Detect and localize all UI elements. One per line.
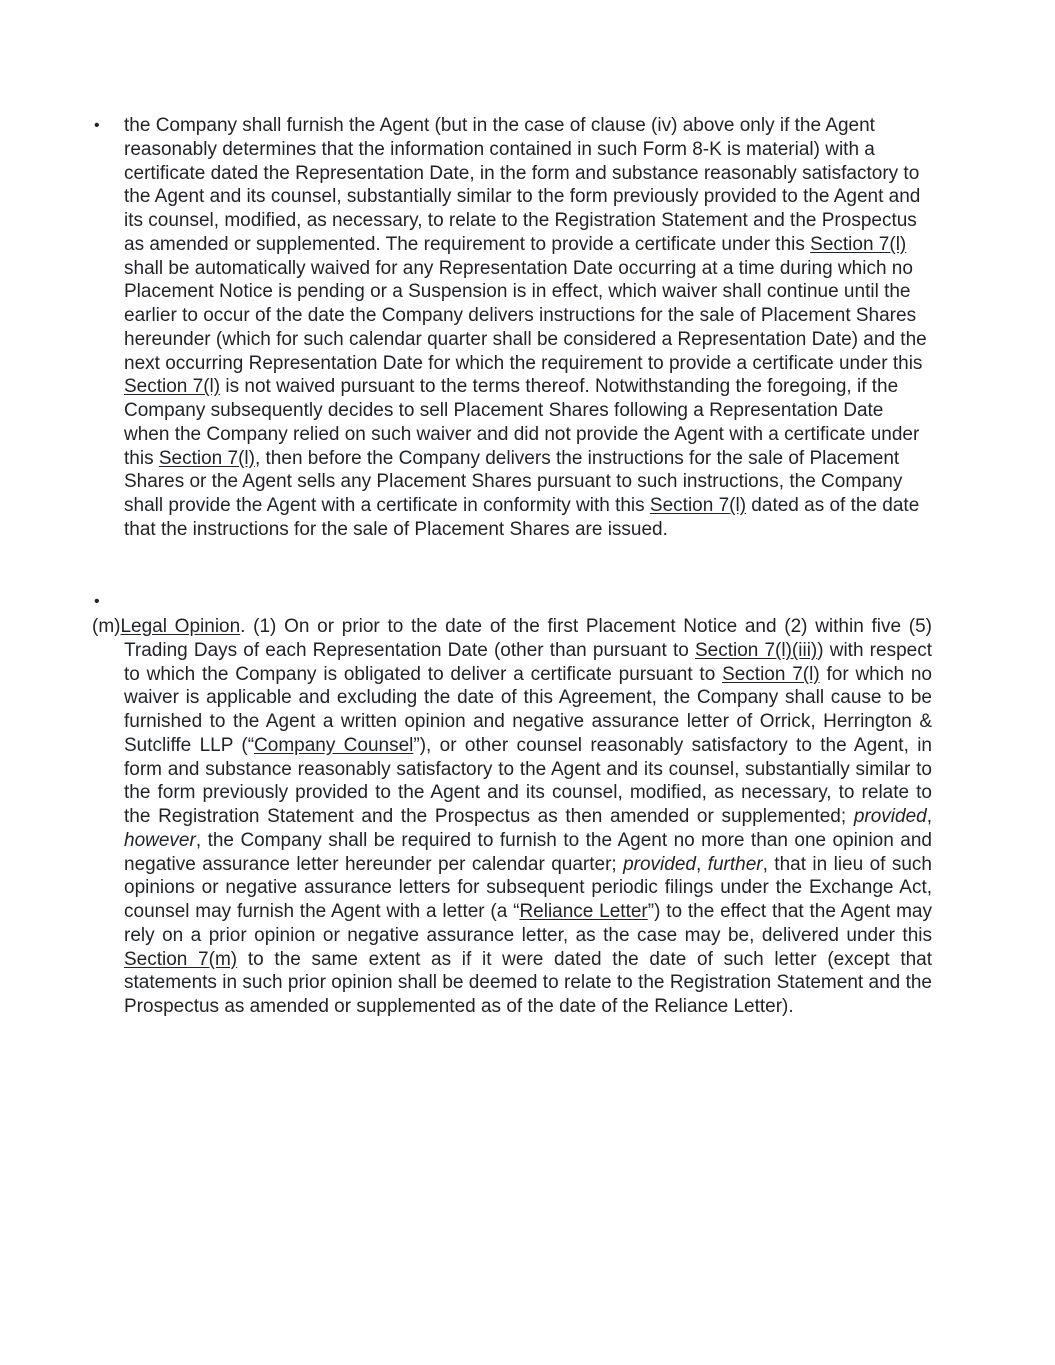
section-heading: Legal Opinion (120, 616, 241, 637)
text-run: , that in lieu of such opinions or negative assurance letters for subsequent periodic filings under the Exchange Act, counsel may furnish the Agent with a letter (a “ (124, 853, 932, 922)
section-label: (m) (92, 616, 121, 637)
text-run: shall be automatically waived for any Representation Date occurring at a time during which no Placement Notice is pending or a Suspension is in effect, which waiver shall continue until the earlier to occur of the date the Company delivers instructions for the sale of Placement Shares hereunder (which for such calendar quarter shall be considered a Representation Date) and the next occurring Representation Date for which the requirement to provide a certificate under this (124, 257, 927, 374)
text-run: ”) to the effect that the Agent may rely on a prior opinion or negative assurance letter, as the case may be, delivered under this (124, 901, 933, 946)
section-reference: Section 7(l) (810, 233, 907, 255)
text-run: ”), or other counsel reasonably satisfactory to the Agent, in form and substance reasonably satisfactory to the Agent and its counsel, substantially similar to the form previously provided to the Agent and its counsel, modified, as necessary, to relate to the Registration Statement and the Prospectus as then amended or supplemented; (124, 734, 932, 827)
text-run: , then before the Company delivers the instructions for the sale of Placement Shares or the Agent sells any Placement Shares pursuant to such instructions, the Company shall provide the Agent with a certificate in conformity with this (124, 447, 903, 516)
section-reference: Section 7(l) (158, 447, 255, 469)
text-run: , the Company shall be required to furnish to the Agent no more than one opinion and negative assurance letter hereunder per calendar quarter; (124, 829, 932, 875)
section-reference: Section 7(l) (124, 376, 221, 398)
text-run: dated as of the date that the instructions for the sale of Placement Shares are issued. (124, 495, 920, 540)
text-run: ) with respect to which the Company is obligated to deliver a certificate pursuant to (124, 639, 932, 685)
legal-opinion-paragraph (92, 615, 932, 1019)
section-reference: Section 7(l) (722, 663, 820, 685)
italic-term: further (707, 853, 763, 875)
text-run: , (926, 806, 932, 827)
italic-term: provided (623, 853, 696, 875)
section-reference: Section 7(m) (124, 948, 238, 970)
defined-term: Company Counsel (254, 734, 414, 756)
bullet-marker: • (94, 593, 100, 610)
text-run: , (695, 853, 708, 875)
text-run: to the same extent as if it were dated the date of such letter (except that statements in such prior opinion shall be deemed to relate to the Registration Statement and the Prospectus as amended or supplemented as of the date of the Reliance Letter). (124, 948, 933, 1017)
defined-term: Reliance Letter (519, 901, 648, 922)
bullet-marker: • (94, 117, 100, 134)
text-run: the Company shall furnish the Agent (but in the case of clause (iv) above only if the Agent reasonably determines that the information contained in such Form 8-K is material) with a certificate dated the Representation Date, in the form and substance reasonably satisfactory to the Agent and its counsel, substantially similar to the form previously provided to the Agent and its counsel, modified, as necessary, to relate to the Registration Statement and the Prospectus as amended or supplemented. The requirement to provide a certificate under this (124, 115, 921, 255)
text-run: is not waived pursuant to the terms thereof. Notwithstanding the foregoing, if the Company subsequently decides to sell Placement Shares following a Representation Date when the Company relied on such waiver and did not provide the Agent with a certificate under this (124, 376, 920, 469)
italic-term: provided (853, 806, 927, 827)
section-reference: Section 7(l) (649, 495, 747, 516)
section-reference: Section 7(l)(iii) (694, 639, 818, 661)
certificate-paragraph (124, 114, 932, 542)
text-run: . (1) On or prior to the date of the first Placement Notice and (2) within five (5) Trading Days of each Representation Date (other than pursuant to (124, 616, 932, 661)
text-run: for which no waiver is applicable and excluding the date of this Agreement, the Company shall cause to be furnished to the Agent a written opinion and negative assurance letter of Orrick, Herrington & Sutcliffe LLP (“ (124, 663, 932, 756)
italic-term: however (124, 829, 196, 851)
